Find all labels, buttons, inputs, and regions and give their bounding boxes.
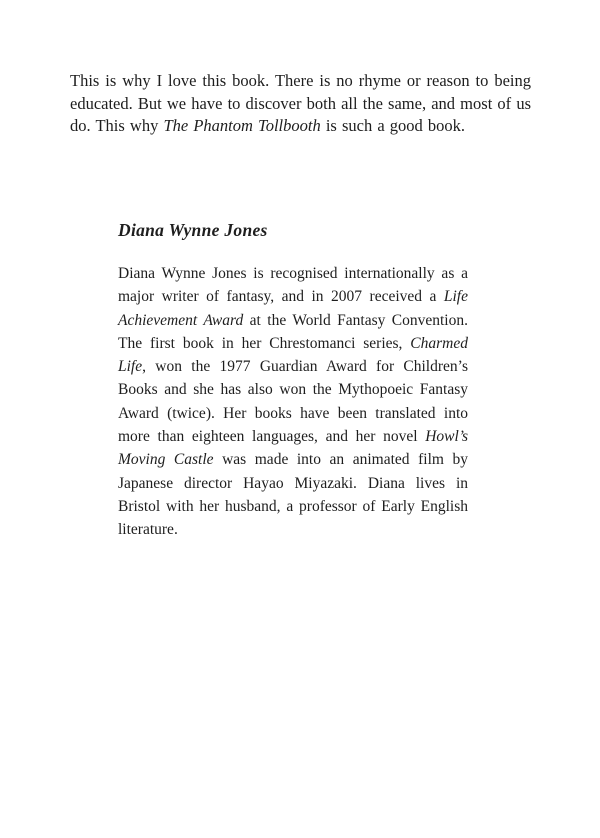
bio-text-1: Diana Wynne Jones is recognised internationally as a major writer of fantasy, and in 2007 received a bbox=[118, 265, 468, 306]
bio-text-3: , won the 1977 Guardian Award for Children’s Books and she has also won the Mythopoeic Fantasy Award (twice). Her books have been translated into more than eighteen languages, and her novel bbox=[118, 358, 468, 446]
book-title-charmed-life: Charmed Life bbox=[118, 334, 468, 376]
author-heading: Diana Wynne Jones bbox=[118, 220, 268, 240]
intro-paragraph bbox=[70, 70, 531, 138]
author-bio-paragraph bbox=[118, 262, 468, 542]
bio-text-4: was made into an animated film by Japanese director Hayao Miyazaki. Diana lives in Bristol with her husband, a professor of Early English literature. bbox=[118, 451, 468, 539]
book-title-howls-moving-castle: Howl’s Moving Castle bbox=[118, 428, 468, 469]
book-title-life-achievement-award: Life Achievement Award bbox=[118, 288, 468, 329]
intro-text-before: This is why I love this book. There is no rhyme or reason to being educated. But we have to discover both all the same, and most of us do. This why bbox=[70, 71, 531, 135]
book-title-phantom-tollbooth: The Phantom Tollbooth bbox=[163, 116, 321, 135]
bio-text-2: at the World Fantasy Convention. The first book in her Chrestomanci series, bbox=[118, 311, 468, 352]
intro-text-after: is such a good book. bbox=[320, 116, 466, 135]
